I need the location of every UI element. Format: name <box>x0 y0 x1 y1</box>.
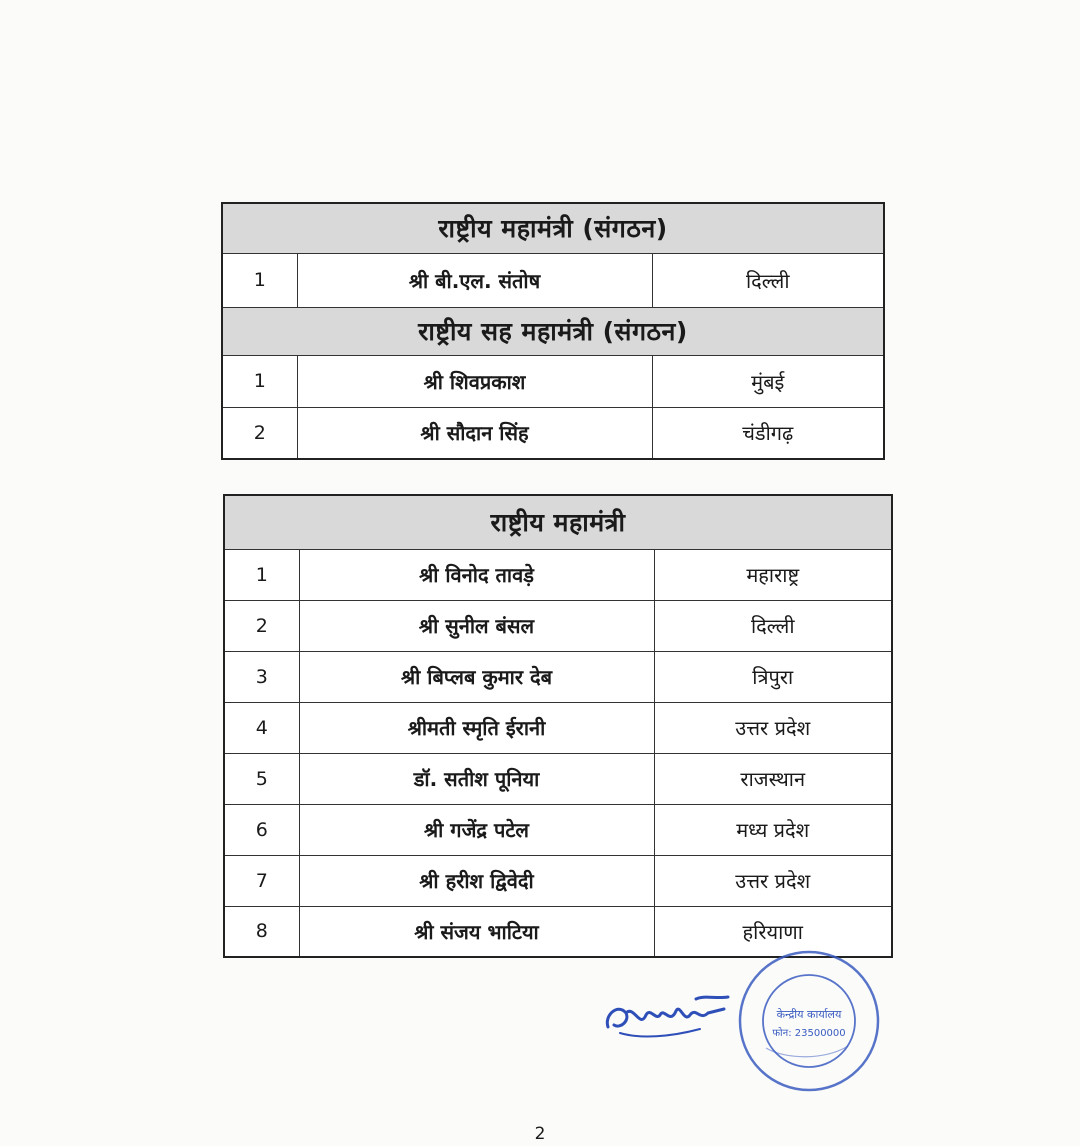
section-heading: राष्ट्रीय महामंत्री (संगठन) <box>222 203 884 253</box>
seal-line-1: केन्द्रीय कार्यालय <box>776 1008 842 1021</box>
member-state: उत्तर प्रदेश <box>654 702 892 753</box>
member-name: श्री बी.एल. संतोष <box>297 253 652 307</box>
table-row <box>224 855 892 906</box>
serial-number: 4 <box>224 702 299 753</box>
page-number: 2 <box>534 1124 546 1144</box>
serial-number: 2 <box>222 407 297 459</box>
member-name: श्रीमती स्मृति ईरानी <box>299 702 654 753</box>
serial-number: 3 <box>224 651 299 702</box>
member-name: श्री विनोद तावड़े <box>299 549 654 600</box>
member-name: श्री सौदान सिंह <box>297 407 652 459</box>
table-row <box>224 651 892 702</box>
member-name: श्री हरीश द्विवेदी <box>299 855 654 906</box>
handwritten-signature <box>600 985 740 1045</box>
member-name: श्री सुनील बंसल <box>299 600 654 651</box>
member-state: दिल्ली <box>654 600 892 651</box>
member-state: उत्तर प्रदेश <box>654 855 892 906</box>
section-heading: राष्ट्रीय महामंत्री <box>224 495 892 549</box>
member-state: राजस्थान <box>654 753 892 804</box>
member-name: श्री गजेंद्र पटेल <box>299 804 654 855</box>
serial-number: 1 <box>222 355 297 407</box>
table-row <box>224 600 892 651</box>
serial-number: 6 <box>224 804 299 855</box>
member-state: हरियाणा <box>654 906 892 957</box>
member-state: मुंबई <box>652 355 884 407</box>
section-heading-row <box>222 307 884 355</box>
table-row <box>222 407 884 459</box>
member-state: त्रिपुरा <box>654 651 892 702</box>
member-state: दिल्ली <box>652 253 884 307</box>
member-state: मध्य प्रदेश <box>654 804 892 855</box>
member-name: श्री बिप्लब कुमार देब <box>299 651 654 702</box>
serial-number: 5 <box>224 753 299 804</box>
table-row <box>224 753 892 804</box>
member-state: चंडीगढ़ <box>652 407 884 459</box>
serial-number: 1 <box>224 549 299 600</box>
office-bearers-table-2 <box>223 494 893 958</box>
table-row <box>222 253 884 307</box>
member-state: महाराष्ट्र <box>654 549 892 600</box>
table-row <box>222 355 884 407</box>
serial-number: 8 <box>224 906 299 957</box>
table-row <box>224 702 892 753</box>
member-name: डॉ. सतीश पूनिया <box>299 753 654 804</box>
party-office-seal <box>736 948 882 1094</box>
member-name: श्री संजय भाटिया <box>299 906 654 957</box>
member-name: श्री शिवप्रकाश <box>297 355 652 407</box>
section-heading-row <box>222 203 884 253</box>
table-row <box>224 804 892 855</box>
office-bearers-table-1 <box>221 202 885 460</box>
table-row <box>224 549 892 600</box>
section-heading-row <box>224 495 892 549</box>
section-heading: राष्ट्रीय सह महामंत्री (संगठन) <box>222 307 884 355</box>
serial-number: 7 <box>224 855 299 906</box>
seal-line-2: फोन: 23500000 <box>772 1028 846 1039</box>
serial-number: 1 <box>222 253 297 307</box>
serial-number: 2 <box>224 600 299 651</box>
